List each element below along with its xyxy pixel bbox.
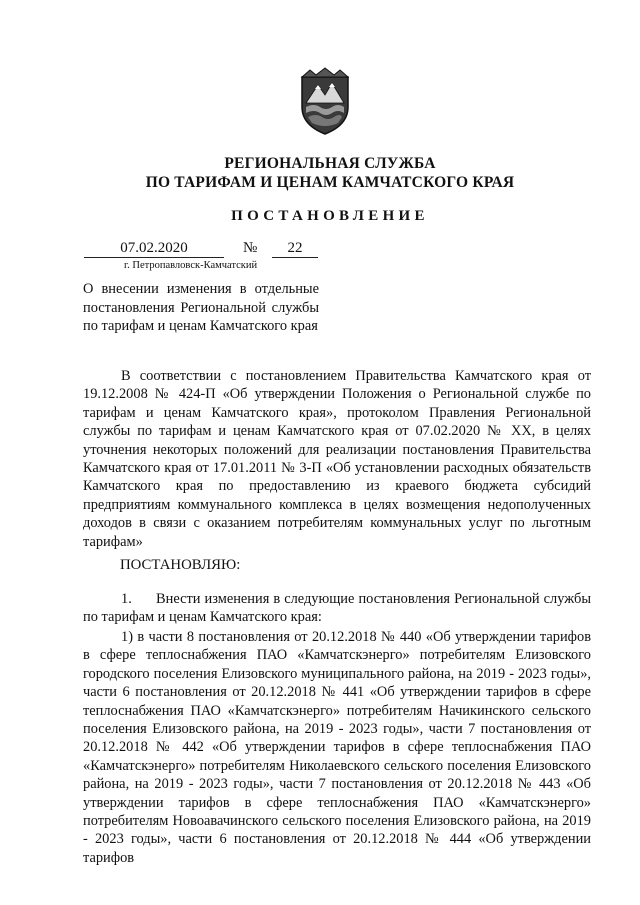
number-sign: № [243,240,258,256]
resolve-heading: ПОСТАНОВЛЯЮ: [120,557,241,573]
document-number: 22 [272,240,318,258]
item-1-1-paragraph: 1) в части 8 постановления от 20.12.2018 № 440 «Об утверждении тарифов в сфере теплоснабжения ПАО «Камчатскэнерго» потребителям Елизовского городского поселения Елизовского муниципального района, на 2019 - 2023 годы», части 6 постановления от 20.12.2018 № 441 «Об утверждении тарифов в сфере теплоснабжения ПАО «Камчатскэнерго» потребителям Начикинского сельского поселения Елизовского района, на 2019 - 2023 годы», части 7 постановления от 20.12.2018 № 442 «Об утверждении тарифов в сфере теплоснабжения ПАО «Камчатскэнерго» потребителям Николаевского сельского поселения Елизовского района, на 2019 - 2023 годы», части 7 постановления от 20.12.2018 № 443 «Об утверждении тарифов в сфере теплоснабжения ПАО «Камчатскэнерго» потребителям Новоавачинского сельского поселения Елизовского района, на 2019 - 2023 годы», части 6 постановления от 20.12.2018 № 444 «Об утверждении тарифов [83,629,591,866]
preamble-paragraph: В соответствии с постановлением Правительства Камчатского края от 19.12.2008 № 424-П «Об утверждении Положения о Региональной службе по тарифам и ценам Камчатского края», протоколом Правления Региональной службы по тарифам и ценам Камчатского края от 07.02.2020 № XX, в целях уточнения некоторых положений для реализации постановления Правительства Камчатского края от 17.01.2011 № 3-П «Об установлении расходных обязательств Камчатского края по предоставлению из краевого бюджета субсидий предприятиям коммунального комплекса в целях возмещения недополученных доходов в связи с оказанием потребителям коммунальных услуг по льготным тарифам» [83,368,591,550]
document-subject: О внесении изменения в отдельные постановления Региональной службы по тарифам и ценам Камчатского края [83,281,319,334]
document-city: г. Петропавловск-Камчатский [124,260,258,271]
document-date: 07.02.2020 [84,240,224,258]
org-name-line2: ПО ТАРИФАМ И ЦЕНАМ КАМЧАТСКОГО КРАЯ [145,174,515,191]
org-name-line1: РЕГИОНАЛЬНАЯ СЛУЖБА [224,155,436,172]
document-type-title: ПОСТАНОВЛЕНИЕ [231,208,429,224]
kamchatka-emblem-icon [298,67,352,137]
item-1-paragraph: 1. Внести изменения в следующие постановления Региональной службы по тарифам и ценам Камчатского края: [83,591,591,626]
